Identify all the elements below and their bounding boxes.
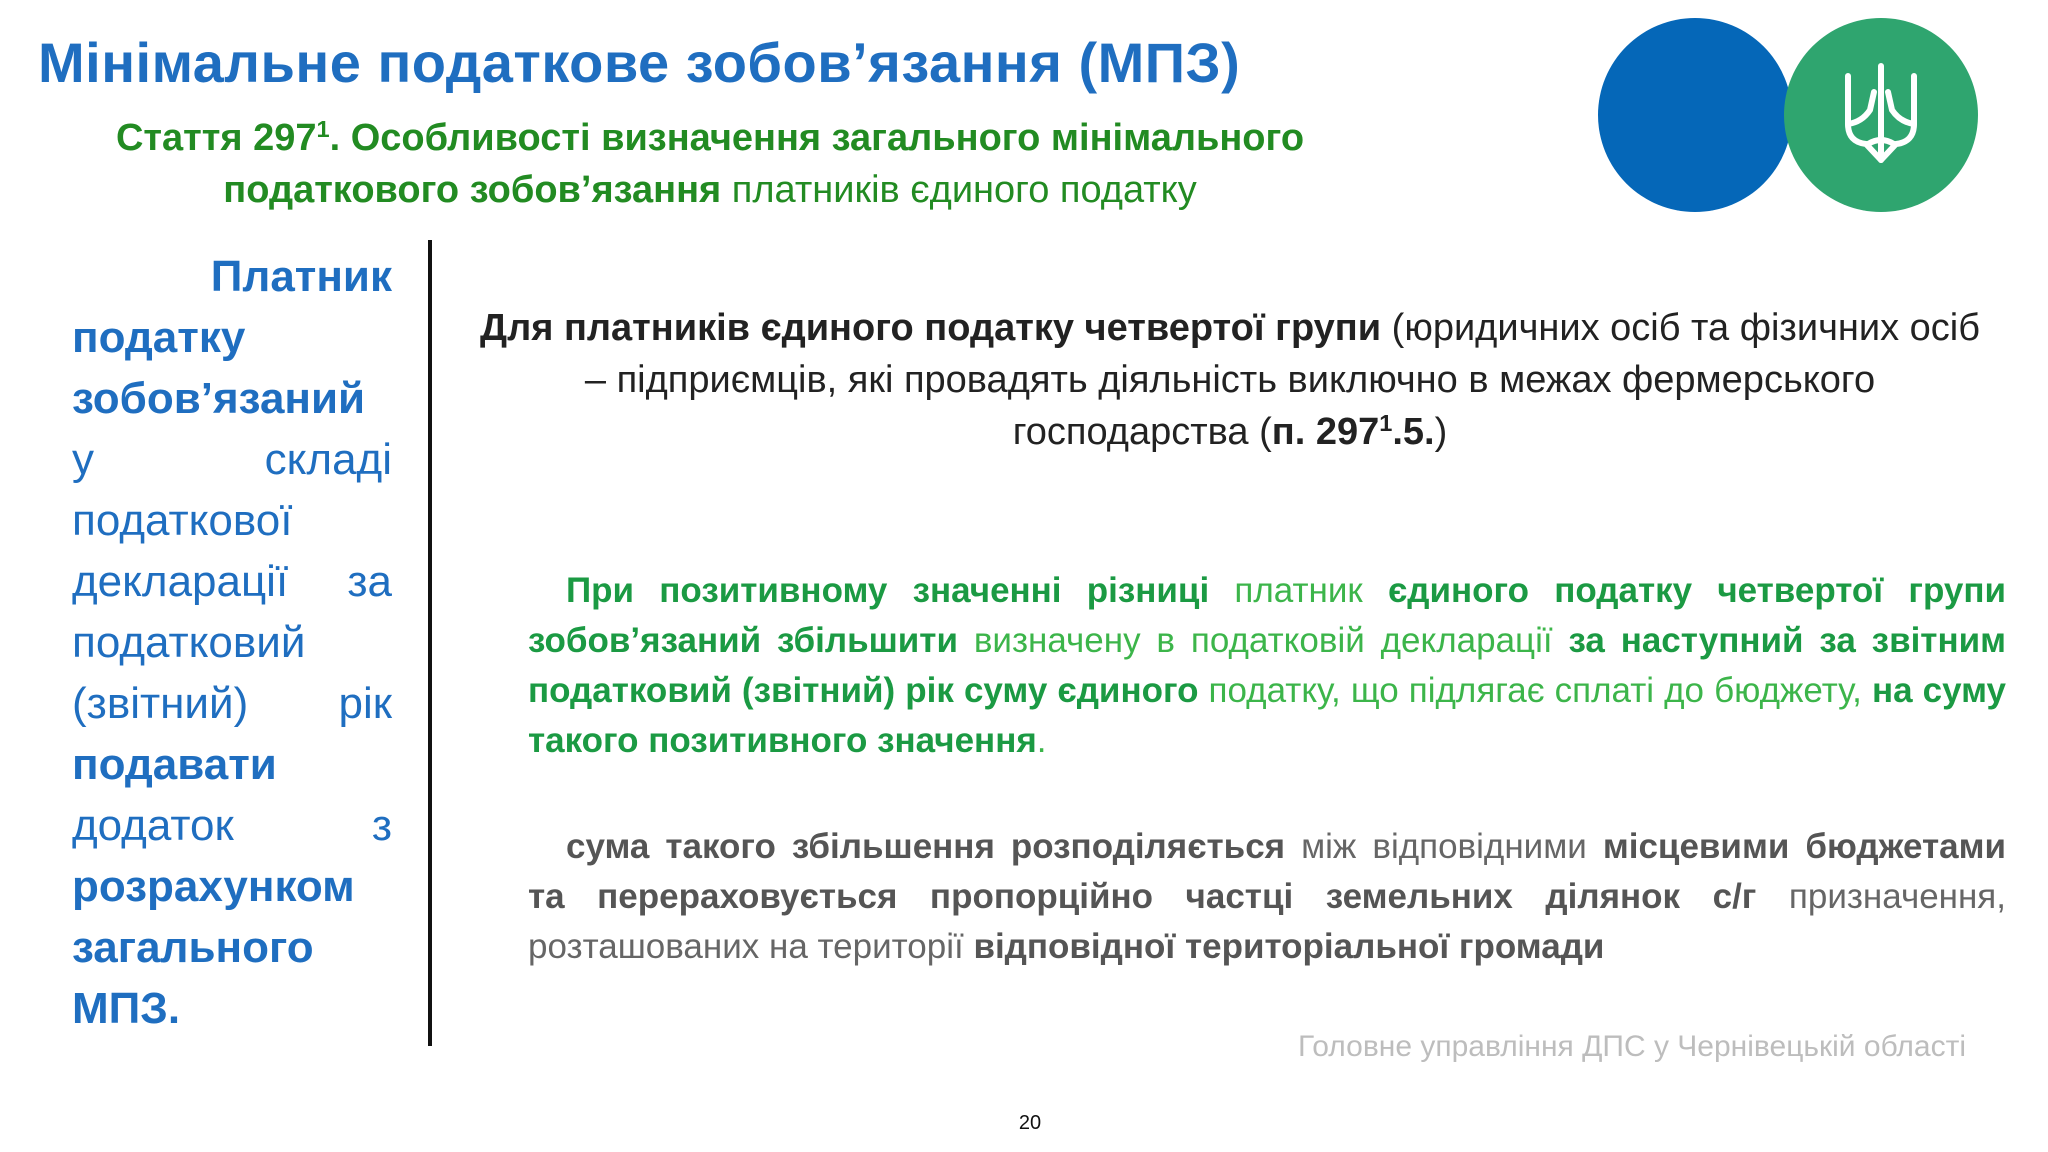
article-number: Стаття $297^1$. Особливості визначення загального мінімального податкового зобов’язання bbox=[115, 116, 1305, 211]
left-panel-text: Платник податку зобов’язаний у складі податкової декларації за податковий (звітний) рік подавати додаток з розрахунком загального МПЗ. bbox=[72, 252, 392, 1033]
vertical-divider bbox=[428, 240, 432, 1046]
article-subtitle bbox=[80, 112, 1340, 216]
footer-organization: Головне управління ДПС у Чернівецькій області bbox=[1298, 1030, 1966, 1063]
trident-icon bbox=[1840, 62, 1922, 168]
distribution-paragraph: сума такого збільшення розподіляється між відповідними місцевими бюджетами та перераховується пропорційно частці земельних ділянок с/г призначення, розташованих на території відповідної територіальної громади bbox=[528, 827, 2006, 966]
fourth-group-description: Для платників єдиного податку четвертої групи (юридичних осіб та фізичних осіб – підприємців, які провадять діяльність виключно в межах фермерського господарства (п. $297^1.5$.) bbox=[480, 307, 1980, 453]
article-reference: п. $297^1.5$. bbox=[1271, 410, 1435, 453]
page-title: Мінімальне податкове зобов’язання (МПЗ) bbox=[38, 31, 1241, 94]
positive-difference-paragraph: При позитивному значенні різниці платник єдиного податку четвертої групи зобов’язаний збільшити визначену в податковій декларації за наступний за звітним податковий (звітний) рік суму єдиного податку, що підлягає сплаті до бюджету, на суму такого позитивного значення. bbox=[528, 571, 2006, 760]
article-subtitle-tail: платників єдиного податку bbox=[721, 169, 1197, 211]
logo-blue-circle bbox=[1598, 18, 1792, 212]
page-number: 20 bbox=[1018, 1112, 1042, 1134]
